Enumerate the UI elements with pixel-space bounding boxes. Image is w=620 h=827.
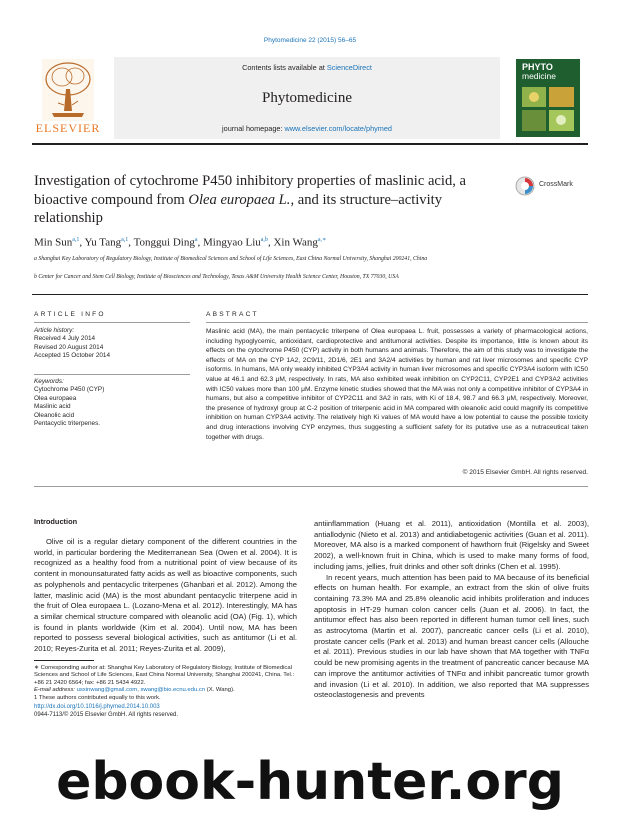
body-column-right — [314, 519, 589, 701]
author-affiliation-mark[interactable]: a,∗ — [317, 237, 327, 243]
watermark: ebook-hunter.org — [56, 752, 564, 812]
keyword: Cytochrome P450 (CYP) — [34, 386, 105, 394]
email-note — [34, 687, 297, 694]
affiliation-rule — [32, 294, 588, 295]
email-label: E-mail address: — [34, 687, 77, 694]
author-name: Tonggui Ding — [133, 236, 195, 249]
contents-line — [114, 63, 500, 72]
equal-contribution-note: 1 These authors contributed equally to this work. — [34, 694, 161, 701]
body-column-left — [34, 537, 297, 655]
article-info-rule — [34, 322, 190, 323]
keywords — [34, 378, 190, 428]
abstract-end-rule — [34, 486, 588, 487]
corresponding-author-note: ∗ Corresponding author at: Shanghai Key Laboratory of Regulatory Biology, Institute of Biomedical Sciences and School of Life Sciences, East China Normal University, Shanghai 200241, China. Tel.: +86 21 2420 6564; fax: +86 21 5434 4922. — [34, 665, 295, 686]
accepted-date: Accepted 15 October 2014 — [34, 352, 111, 360]
body-paragraph: In recent years, much attention has been paid to MA because of its beneficial effects on human health. For example, an extract from the skin of olive fruits containing 73.3% MA and 25.8% oleanolic acid inhibits proliferation and induces apoptosis in HT-29 human colon cancer cells (Juan et al. 2006). In fact, the antitumor effect has also been reported in different human tumor cell lines, such as astrocytoma (Martin et al. 2007), pancreatic cancer cells (Li et al. 2010), prostate cancer cells (Park et al. 2013) and human breast cancer cells (Allouche et al. 2011). Previous studies in our lab have shown that MA together with TNFα could be new promising agents in the treatment of pancreatic cancer because MA can improve the antitumor activities of TNFα and inhibit pancreatic tumor growth and invasion (Li et al. 2010). In addition, we also reported that MA suppresses osteoclastogenesis and prevents — [314, 572, 589, 700]
author-affiliation-mark[interactable]: a,1 — [72, 237, 80, 243]
title-part-1: Investigation of cytochrome P450 inhibitory properties of maslinic acid, a bioactive compound from — [34, 173, 467, 208]
received-date: Received 4 July 2014 — [34, 335, 96, 343]
journal-cover-image — [516, 59, 580, 137]
sciencedirect-link[interactable]: ScienceDirect — [326, 63, 372, 72]
cover-title — [522, 63, 556, 81]
email-suffix: (X. Wang). — [205, 687, 235, 694]
journal-title: Phytomedicine — [262, 90, 352, 106]
affiliation-a: a Shanghai Key Laboratory of Regulatory Biology, Institute of Biomedical Sciences and School of Life Sciences, East China Normal University, Shanghai 200241, China — [34, 256, 428, 262]
author-name: Mingyao Liu — [203, 236, 261, 249]
crossmark-icon — [515, 176, 535, 196]
introduction-heading: Introduction — [34, 517, 78, 526]
crossmark-badge[interactable] — [515, 176, 595, 198]
doi-link[interactable]: http://dx.doi.org/10.1016/j.phymed.2014.10.003 — [34, 704, 160, 710]
contents-prefix: Contents lists available at — [242, 63, 327, 72]
email-link[interactable]: usxinwang@gmail.com, xwang@bio.ecnu.edu.cn — [76, 687, 206, 694]
footnote-rule — [34, 660, 94, 661]
elsevier-tree-icon — [42, 59, 94, 121]
keyword: Pentacyclic triterpenes. — [34, 420, 101, 428]
abstract-heading: ABSTRACT — [206, 311, 259, 318]
author-name: Xin Wang — [273, 236, 318, 249]
masthead-band — [114, 57, 500, 139]
keywords-label: Keywords: — [34, 378, 64, 385]
header-rule — [32, 143, 588, 145]
elsevier-logo — [32, 59, 104, 137]
abstract-rule — [206, 322, 588, 323]
copyright-notice: © 2015 Elsevier GmbH. All rights reserved. — [462, 469, 588, 476]
keyword: Maslinic acid — [34, 403, 71, 411]
title-part-2: , and its structure–activity relationship — [34, 191, 443, 226]
author-affiliation-mark[interactable]: a,1 — [121, 237, 129, 243]
abstract-text: Maslinic acid (MA), the main pentacyclic triterpene of Olea europaea L. fruit, possesses a variety of pharmacological actions, including hypoglycemic, antioxidant, cardioprotective and antitumoral activities. Despite its importance, little is known about its effects on the cytochrome P450 (CYP) activity in both humans and animals. Therefore, the aim of this study was to investigate the effects of MA on the CYP 1A2, 2C9/11, 2D1/6, 2E1 and 3A2/4 activities by human and rat liver microsomes and specific CYP isoforms. In humans, MA only weakly inhibited CYP3A4 activity in human liver microsomes and specific CYP3A4 isoform with IC50 value at 46.1 and 62.3 μM, respectively. In rats, MA also exhibited weak inhibition on CYP2C11, CYP2E1 and CYP3A2 activities with IC50 values more than 100 μM. Enzyme kinetic studies showed that the MA was not only a competitive inhibitor of CYP3A4 in humans, but also a competitive inhibitor of CYP2C11 and 3A2 in rats, with Ki of 18.4, 98.7 and 66.3 μM, respectively. Moreover, the presence of hydroxyl group at C-2 position of triterpenic acid in MA compared with oleanolic acid could magnify its competitive inhibition on human CYP3A4 activity. The relatively high Ki values of MA would have a low potential to cause the possible toxicity and drug interactions involving CYP enzymes, thus suggesting a sufficient safety for its putative use as a nutraceutical taken together with drugs. — [206, 328, 588, 441]
journal-masthead — [32, 57, 588, 139]
keyword: Oleanolic acid — [34, 411, 75, 419]
cover-art-icon — [522, 87, 574, 131]
homepage-link[interactable]: www.elsevier.com/locate/phymed — [284, 124, 392, 133]
revised-date: Revised 20 August 2014 — [34, 343, 104, 351]
doi-block — [34, 703, 297, 719]
cover-line-1: PHYTO — [522, 62, 553, 72]
author-affiliation-mark[interactable]: a — [194, 237, 198, 243]
history-label: Article history: — [34, 327, 75, 334]
keywords-rule — [34, 374, 190, 375]
homepage-prefix: journal homepage: — [222, 124, 285, 133]
author-name: Min Sun — [34, 236, 73, 249]
journal-citation-link[interactable]: Phytomedicine 22 (2015) 56–65 — [263, 37, 357, 44]
article-history — [34, 327, 190, 361]
affiliation-b: b Center for Cancer and Stem Cell Biology, Institute of Biosciences and Technology, Texas A&M University Health Science Center, Houston, TX 77030, USA — [34, 274, 399, 280]
author-name: Yu Tang — [84, 236, 122, 249]
author-list: Min Sun$^{a,1}$, Yu Tang$^{a,1}$, Tonggui Ding$^a$, Mingyao Liu$^{a,b}$, Xin Wang$^{a,∗}$ — [34, 236, 327, 249]
footnotes — [34, 665, 297, 702]
author-affiliation-mark[interactable]: a,b — [260, 237, 268, 243]
article-title — [34, 172, 494, 228]
crossmark-label: CrossMark — [539, 181, 573, 188]
article-info-heading: ARTICLE INFO — [34, 311, 106, 318]
cover-line-2: medicine — [522, 71, 557, 81]
keyword: Olea europaea — [34, 394, 77, 402]
title-species: Olea europaea L. — [188, 191, 291, 208]
body-paragraph: antiinflammation (Huang et al. 2011), antioxidation (Montilla et al. 2003), antiallodynic (Nieto et al. 2013) and antidiabetogenic activities (Guan et al. 2011). Moreover, MA also is a marked component of hawthorn fruit (Rigelsky and Sweet 2002), a well-known fruit in China, which is used to make many forms of food, including jams, jellies, fruit drinks and other soft drinks (Chen et al. 1995). — [314, 519, 589, 571]
issn-line: 0944-7113/© 2015 Elsevier GmbH. All rights reserved. — [34, 712, 179, 718]
body-paragraph: Olive oil is a regular dietary component of the different countries in the world, in particular bordering the Mediterranean Sea (Owen et al. 2004). It is recognized as a healthy food from a nutritional point of view because of its content in monounsaturated fatty acids as well as bioactive components, such as polyphenols and pentacyclic triterpenes (Ghanbari et al. 2012). Among the latter, maslinic acid (MA) is the most abundant pentacyclic triterpene acid in the fruit of Olea europaea L. (Lozano-Mena et al. 2012). Interestingly, MA has a similar chemical structure compared with oleanolic acid (OA) (Fig. 1), which is found in plants worldwide (Kim et al. 2004). Until now, MA has been reported to possess several biological activities, such as antitumor (Li et al. 2010; Reyes-Zurita et al. 2011; Reyes-Zurita et al. 2009), — [34, 537, 297, 654]
elsevier-wordmark: ELSEVIER — [35, 121, 101, 135]
homepage-line — [114, 124, 500, 133]
